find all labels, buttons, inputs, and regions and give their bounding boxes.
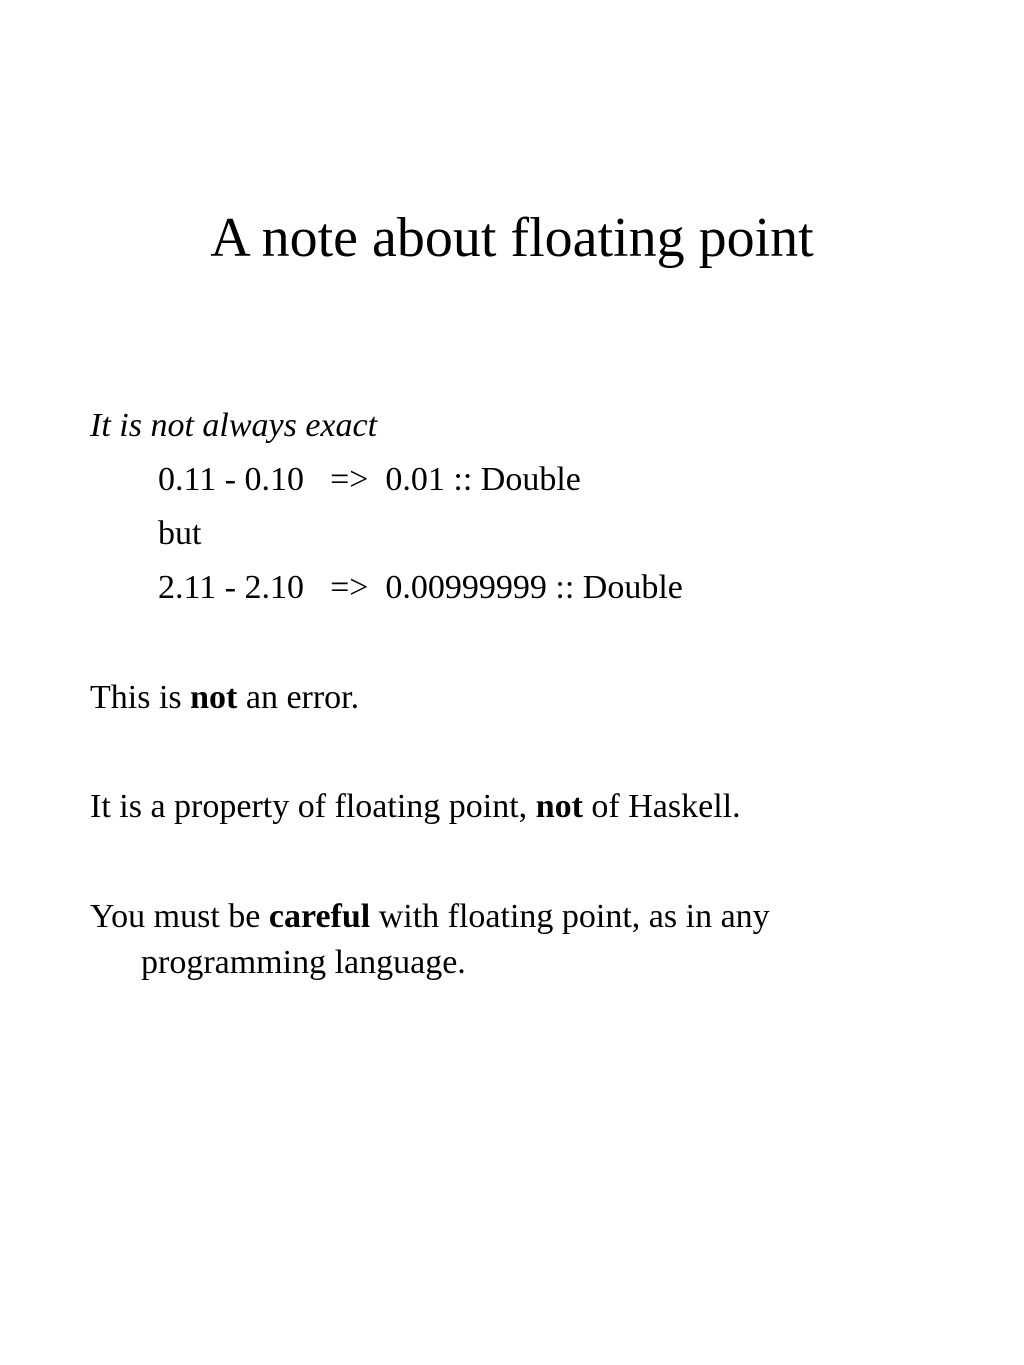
paragraph-3-text-after: with floating point, as in any: [370, 898, 770, 935]
paragraph-3-bold: careful: [268, 898, 371, 935]
paragraph-2-text-after: of Haskell.: [582, 788, 741, 825]
paragraph-2-text-before: It is a property of floating point,: [90, 788, 536, 825]
slide-title: A note about floating point: [210, 207, 814, 269]
example-1-expression: 0.11 - 0.10: [158, 461, 305, 498]
paragraph-careful: [90, 895, 770, 939]
paragraph-property: [90, 785, 741, 829]
paragraph-careful-continuation: programming language.: [141, 944, 466, 981]
paragraph-1-text-after: an error.: [237, 679, 360, 716]
example-1-result: => 0.01 :: Double: [330, 461, 581, 498]
example-2-expression: 2.11 - 2.10: [158, 569, 305, 606]
example-line-1: [158, 458, 581, 502]
paragraph-not-error: [90, 676, 359, 720]
example-line-2: [158, 566, 683, 610]
subheading: It is not always exact: [90, 407, 378, 444]
paragraph-2-bold: not: [535, 788, 583, 825]
example-connector: but: [158, 515, 202, 552]
example-2-result: => 0.00999999 :: Double: [330, 569, 683, 606]
paragraph-1-bold: not: [190, 679, 238, 716]
paragraph-1-text-before: This is: [90, 679, 191, 716]
paragraph-3-text-before: You must be: [90, 898, 269, 935]
